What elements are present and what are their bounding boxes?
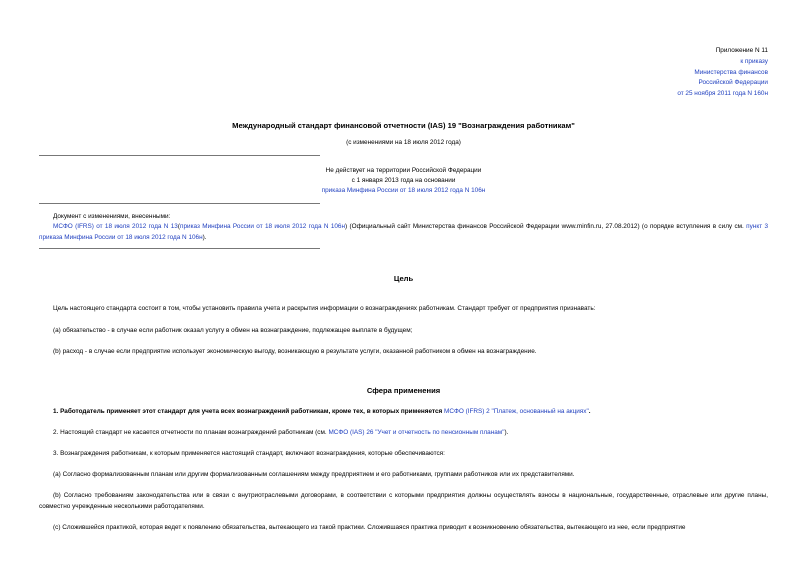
- ifrs2-link[interactable]: МСФО (IFRS) 2 "Платеж, основанный на акциях": [444, 408, 589, 415]
- scope-p2-text: 2. Настоящий стандарт не касается отчетности по планам вознаграждений работникам (см.: [53, 429, 329, 436]
- scope-item-a: (а) Согласно формализованным планам или другим формализованным соглашениям между предприятием и его работниками, группами работников или их представителями.: [53, 471, 575, 478]
- appendix-number: Приложение N 11: [715, 47, 768, 54]
- scope-paragraph-1: [39, 406, 768, 417]
- section-heading-scope: Сфера применения: [366, 386, 441, 395]
- appendix-date-link[interactable]: от 25 ноября 2011 года N 160н: [677, 90, 768, 98]
- divider: [39, 248, 320, 249]
- goal-paragraph: Цель настоящего стандарта состоит в том, чтобы установить правила учета и раскрытия информации о вознаграждениях работникам. Стандарт требует от предприятия признавать:: [53, 305, 596, 312]
- changes-end: ).: [202, 233, 207, 241]
- changes-block: [39, 212, 768, 243]
- scope-paragraph-3: 3. Вознаграждения работникам, к которым применяется настоящий стандарт, включают вознаграждения, которые обеспечиваются:: [53, 450, 445, 457]
- changes-clause-link[interactable]: пункт 3 приказа Минфина России от 18 июля 2012 года N 106н: [39, 223, 768, 241]
- scope-item-c: (с) Сложившейся практикой, которая ведет к появлению обязательства, вытекающего из такой практики. Сложившаяся практика приводит к возникновению обязательства, вытекающего из нее, если предприятие: [53, 524, 686, 531]
- scope-p2-end: ).: [504, 429, 509, 436]
- changes-text: ) (Официальный сайт Министерства финансов Российской Федерации www.minfin.ru, 27.08.2012) (о порядке вступления в силу см.: [345, 223, 747, 231]
- changes-order-link[interactable]: приказ Минфина России от 18 июля 2012 года N 106н: [180, 223, 346, 231]
- notice-line-1: Не действует на территории Российской Федерации: [325, 167, 482, 174]
- appendix-federation-link[interactable]: Российской Федерации: [698, 79, 768, 87]
- scope-p1-text: 1. Работодатель применяет этот стандарт для учета всех вознаграждений работникам, кроме тех, в которых применяется: [53, 408, 445, 415]
- goal-item-a: (а) обязательство - в случае если работник оказал услугу в обмен на вознаграждение, подлежащее выплате в будущем;: [53, 327, 413, 334]
- notice-line-2: с 1 января 2013 года на основании: [351, 177, 456, 184]
- divider: [39, 155, 320, 156]
- ias26-link[interactable]: МСФО (IAS) 26 "Учет и отчетность по пенсионным планам": [328, 429, 505, 436]
- document-subtitle: (с изменениями на 18 июля 2012 года): [346, 139, 461, 146]
- document-title: Международный стандарт финансовой отчетности (IAS) 19 "Вознаграждения работникам": [232, 121, 575, 130]
- scope-paragraph-2: [39, 427, 768, 438]
- changes-open-paren: (: [177, 223, 180, 231]
- changes-label: Документ с изменениями, внесенными:: [53, 213, 171, 220]
- appendix-ministry-link[interactable]: Министерства финансов: [694, 68, 768, 76]
- notice-order-link[interactable]: приказа Минфина России от 18 июля 2012 года N 106н: [321, 187, 486, 194]
- appendix-block: [677, 46, 768, 100]
- scope-item-b: (b) Согласно требованиям законодательства или в связи с внутриотраслевыми договорами, в соответствии с которыми предприятия должны осуществлять взносы в национальные, государственные, отраслевые или другие планы, совместно учрежденные несколькими работодателями.: [39, 492, 768, 510]
- divider: [39, 203, 320, 204]
- validity-notice: [0, 166, 807, 196]
- goal-item-b: (b) расход - в случае если предприятие использует экономическую выгоду, возникающую в результате услуги, оказанной работником в обмен на вознаграждение.: [53, 348, 537, 355]
- appendix-order-link[interactable]: к приказу: [740, 57, 768, 65]
- section-heading-goal: Цель: [393, 274, 414, 283]
- scope-p1-end: .: [588, 408, 591, 415]
- changes-ifrs-link[interactable]: МСФО (IFRS) от 18 июля 2012 года N 13: [53, 223, 178, 231]
